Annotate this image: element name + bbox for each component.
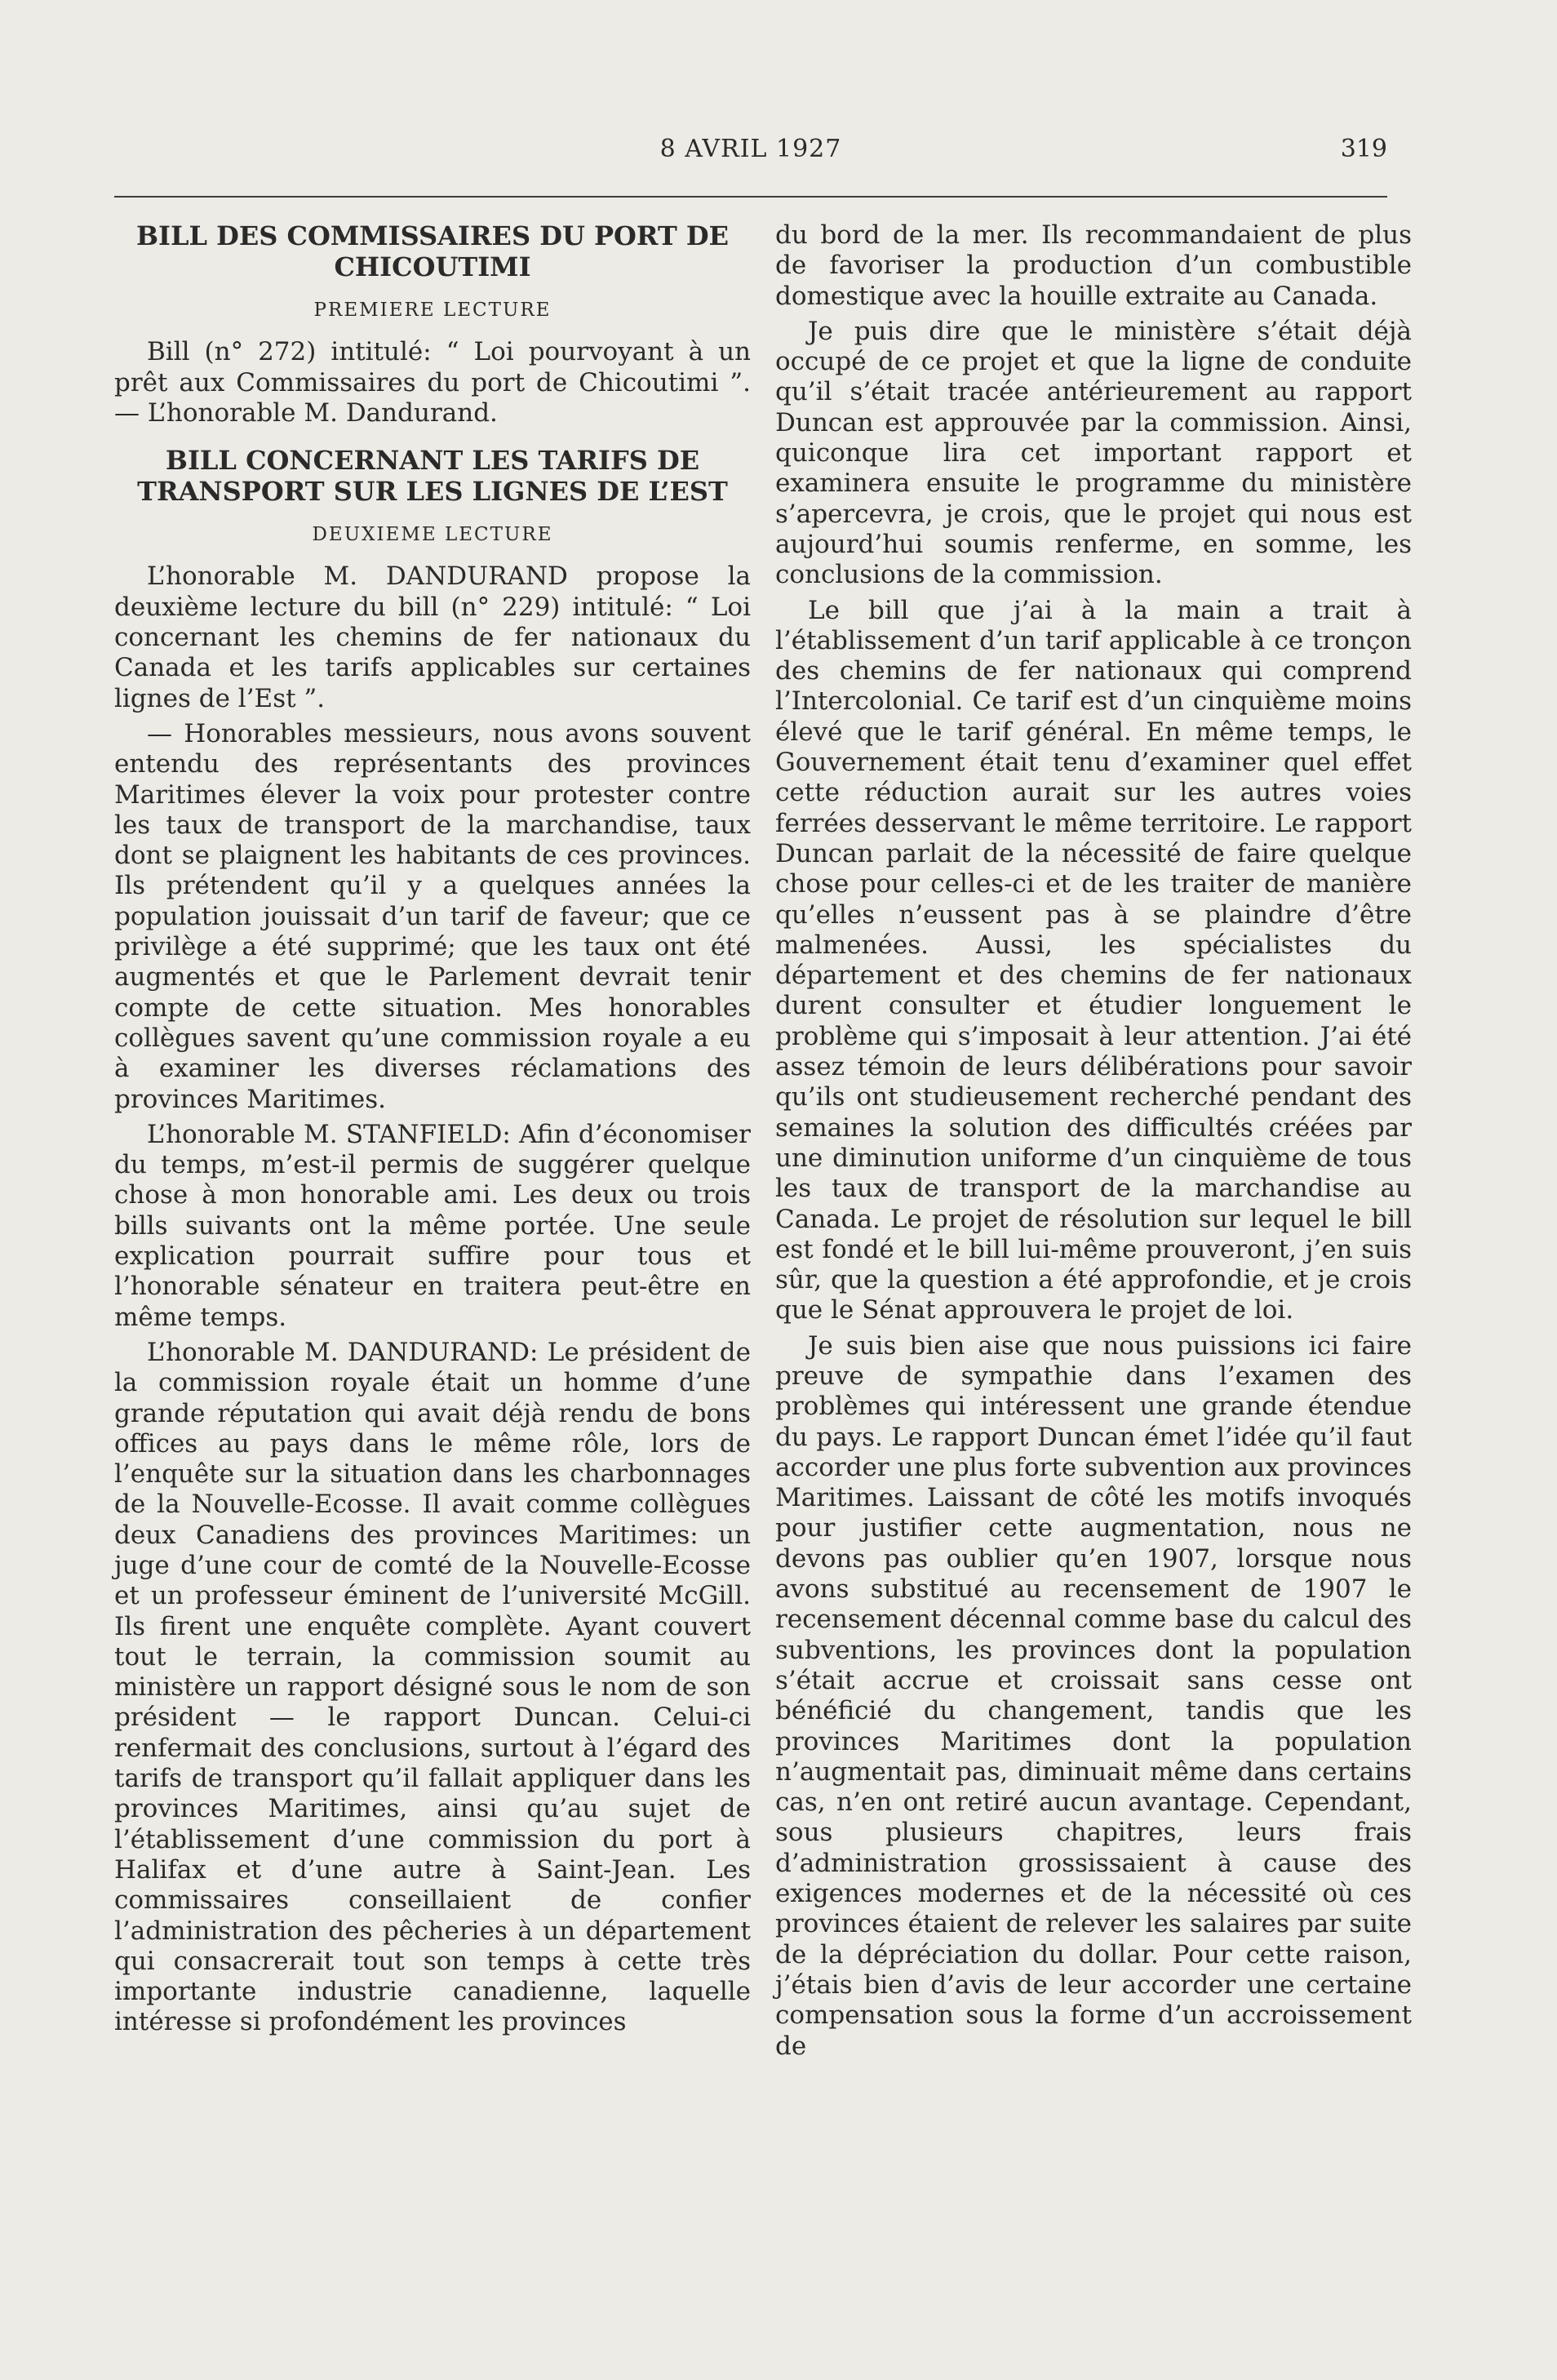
paragraph: L’honorable M. STANFIELD: Afin d’économiser du temps, m’est-il permis de suggérer quelque chose à mon honorable ami. Les deux ou trois bills suivants ont la même portée. Une seule explication pourrait suffire pour tous et l’honorable sénateur en traitera peut-être en même temps. [114, 1119, 751, 1332]
page-date: 8 AVRIL 1927 [659, 135, 842, 163]
right-column [775, 220, 1412, 2062]
page-header [114, 135, 1387, 184]
subhead-premiere-lecture: PREMIERE LECTURE [313, 300, 552, 321]
section-title-chicoutimi: BILL DES COMMISSAIRES DU PORT DE CHICOUTIMI [135, 220, 730, 282]
paragraph: Je puis dire que le ministère s’était déjà occupé de ce projet et que la ligne de conduite qu’il s’était tracée antérieurement au rapport Duncan est approuvée par la commission. Ainsi, quiconque lira cet important rapport et examinera ensuite le programme du ministère s’apercevra, je crois, que le projet qui nous est aujourd’hui soumis renferme, en somme, les conclusions de la commission. [775, 316, 1412, 590]
paragraph: L’honorable M. DANDURAND propose la deuxième lecture du bill (n° 229) intitulé: “ Loi concernant les chemins de fer nationaux du Canada et les tarifs applicables sur certaines lignes de l’Est ”. [114, 562, 751, 713]
paragraph: L’honorable M. DANDURAND: Le président de la commission royale était un homme d’une grande réputation qui avait déjà rendu de bons offices au pays dans le même rôle, lors de l’enquête sur la situation dans les charbonnages de la Nouvelle-Ecosse. Il avait comme collègues deux Canadiens des provinces Maritimes: un juge d’une cour de comté de la Nouvelle-Ecosse et un professeur éminent de l’université McGill. Ils firent une enquête complète. Ayant couvert tout le terrain, la commission soumit au ministère un rapport désigné sous le nom de son président — le rapport Duncan. Celui-ci renfermait des conclusions, surtout à l’égard des tarifs de transport qu’il fallait appliquer dans les provinces Maritimes, ainsi qu’au sujet de l’établissement d’une commission du port à Halifax et d’une autre à Saint-Jean. Les commissaires conseillaient de confier l’administration des pêcheries à un département qui consacrerait tout son temps à cette très importante industrie canadienne, laquelle intéresse si profondément les provinces [114, 1337, 751, 2037]
left-column [114, 220, 751, 2038]
page-number: 319 [1340, 135, 1387, 163]
paragraph: Bill (n° 272) intitulé: “ Loi pourvoyant à un prêt aux Commissaires du port de Chicoutimi ”. — L’honorable M. Dandurand. [114, 337, 751, 428]
section-title-tarifs: BILL CONCERNANT LES TARIFS DE TRANSPORT SUR LES LIGNES DE L’EST [137, 445, 728, 508]
header-rule [114, 196, 1387, 198]
paragraph: du bord de la mer. Ils recommandaient de plus de favoriser la production d’un combustible domestique avec la houille extraite au Canada. [775, 220, 1412, 311]
paragraph: Le bill que j’ai à la main a trait à l’établissement d’un tarif applicable à ce tronçon des chemins de fer nationaux qui comprend l’Intercolonial. Ce tarif est d’un cinquième moins élevé que le tarif général. En même temps, le Gouvernement était tenu d’examiner quel effet cette réduction aurait sur les autres voies ferrées desservant le même territoire. Le rapport Duncan parlait de la nécessité de faire quelque chose pour celles-ci et de les traiter de manière qu’elles n’eussent pas à se plaindre d’être malmenées. Aussi, les spécialistes du département et des chemins de fer nationaux durent consulter et étudier longuement le problème qui s’imposait à leur attention. J’ai été assez témoin de leurs délibérations pour savoir qu’ils ont studieusement recherché pendant des semaines la solution des difficultés créées par une diminution uniforme d’un cinquième de tous les taux de transport de la marchandise au Canada. Le projet de résolution sur lequel le bill est fondé et le bill lui-même prouveront, j’en suis sûr, que la question a été approfondie, et je crois que le Sénat approuvera le projet de loi. [775, 595, 1412, 1325]
paragraph: — Honorables messieurs, nous avons souvent entendu des représentants des provinces Maritimes élever la voix pour protester contre les taux de transport de la marchandise, taux dont se plaignent les habitants de ces provinces. Ils prétendent qu’il y a quelques années la population jouissait d’un tarif de faveur; que ce privilège a été supprimé; que les taux ont été augmentés et que le Parlement devrait tenir compte de cette situation. Mes honorables collègues savent qu’une commission royale a eu à examiner les diverses réclamations des provinces Maritimes. [114, 718, 751, 1114]
paragraph: Je suis bien aise que nous puissions ici faire preuve de sympathie dans l’examen des problèmes qui intéressent une grande étendue du pays. Le rapport Duncan émet l’idée qu’il faut accorder une plus forte subvention aux provinces Maritimes. Laissant de côté les motifs invoqués pour justifier cette augmentation, nous ne devons pas oublier qu’en 1907, lorsque nous avons substitué au recensement de 1907 le recensement décennal comme base du calcul des subventions, les provinces dont la population s’était accrue et croissait sans cesse ont bénéficié du changement, tandis que les provinces Maritimes dont la population n’augmentait pas, diminuait même dans certains cas, n’en ont retiré aucun avantage. Cependant, sous plusieurs chapitres, leurs frais d’administration grossissaient à cause des exigences modernes et de la nécessité où ces provinces étaient de relever les salaires par suite de la dépréciation du dollar. Pour cette raison, j’étais bien d’avis de leur accorder une certaine compensation sous la forme d’un accroissement de [775, 1330, 1412, 2061]
subhead-deuxieme-lecture: DEUXIEME LECTURE [312, 524, 553, 546]
